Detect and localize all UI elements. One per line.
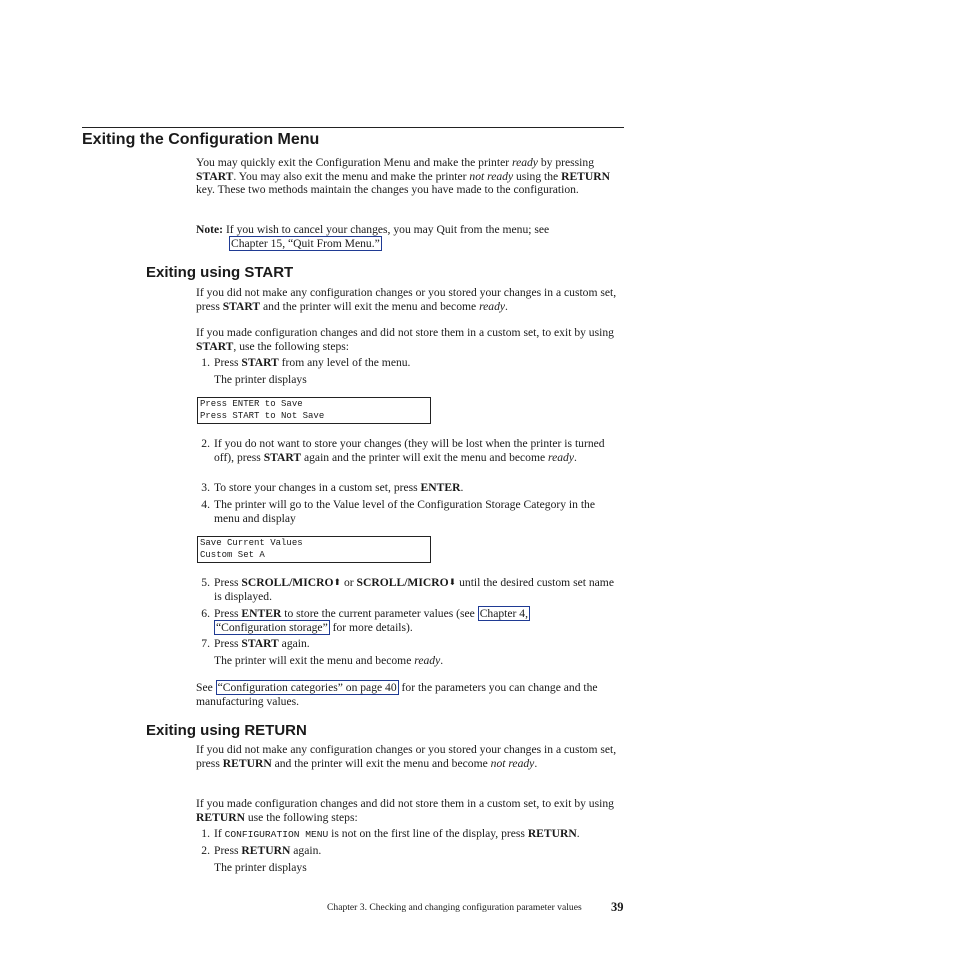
section-heading: Exiting the Configuration Menu [82, 131, 320, 148]
see-paragraph: See “Configuration categories” on page 40 for the parameters you can change and the manufacturing values. [196, 681, 598, 708]
list-item: 3. To store your changes in a custom set, press ENTER. [201, 481, 464, 494]
configuration-storage-link[interactable]: “Configuration storage” [216, 620, 328, 634]
start-paragraph-1: If you did not make any configuration changes or you stored your changes in a custom set, press START and the printer will exit the menu and become ready. [196, 286, 617, 313]
list-item: 1. If CONFIGURATION MENU is not on the first line of the display, press RETURN. [201, 827, 580, 840]
subsection-heading-start: Exiting using START [146, 264, 294, 281]
down-arrow-icon: ⬇ [448, 577, 457, 587]
section-rule [82, 127, 624, 128]
list-item: 1. Press START from any level of the menu. [201, 356, 411, 369]
up-arrow-icon: ⬆ [333, 577, 342, 587]
page-number: 39 [611, 900, 624, 914]
note: Note: If you wish to cancel your changes, you may Quit from the menu; see Chapter 15, “Quit From Menu.” [196, 223, 550, 250]
list-item-note: The printer displays [214, 373, 307, 386]
quit-from-menu-link[interactable]: Chapter 15, “Quit From Menu.” [231, 236, 380, 250]
list-item: 6. Press ENTER to store the current parameter values (see Chapter 4, “Configuration storage” for more details). [201, 607, 528, 634]
return-paragraph-1: If you did not make any configuration changes or you stored your changes in a custom set, press RETURN and the printer will exit the menu and become not ready. [196, 743, 617, 770]
chapter-4-link[interactable]: Chapter 4, [479, 607, 528, 620]
list-item: 4. The printer will go to the Value level of the Configuration Storage Category in the menu and display [201, 498, 595, 525]
list-item-note: The printer displays [214, 861, 307, 874]
subsection-heading-return: Exiting using RETURN [146, 722, 307, 739]
start-paragraph-2: If you made configuration changes and did not store them in a custom set, to exit by using START, use the following steps: [196, 326, 614, 353]
note-label: Note: [196, 223, 224, 236]
list-item: 7. Press START again. [201, 637, 310, 650]
return-paragraph-2: If you made configuration changes and did not store them in a custom set, to exit by using RETURN use the following steps: [196, 797, 614, 824]
list-item: 2. Press RETURN again. [201, 844, 322, 857]
list-item: 2. If you do not want to store your changes (they will be lost when the printer is turned off), press START again and the printer will exit the menu and become ready. [201, 437, 605, 464]
printer-display-save: Press ENTER to Save Press START to Not Save [197, 397, 431, 424]
list-item-note: The printer will exit the menu and become ready. [214, 654, 444, 667]
printer-display-custom-set: Save Current Values Custom Set A [197, 536, 431, 563]
intro-paragraph: You may quickly exit the Configuration Menu and make the printer ready by pressing START. You may also exit the menu and make the printer not ready using the RETURN key. These two methods maintain the changes you have made to the configuration. [196, 156, 611, 197]
configuration-categories-link[interactable]: “Configuration categories” on page 40 [217, 681, 397, 694]
list-item: 5. Press SCROLL/MICRO⬆ or SCROLL/MICRO⬇ until the desired custom set name is displayed. [201, 576, 614, 603]
page-footer: Chapter 3. Checking and changing configuration parameter values [327, 902, 582, 913]
